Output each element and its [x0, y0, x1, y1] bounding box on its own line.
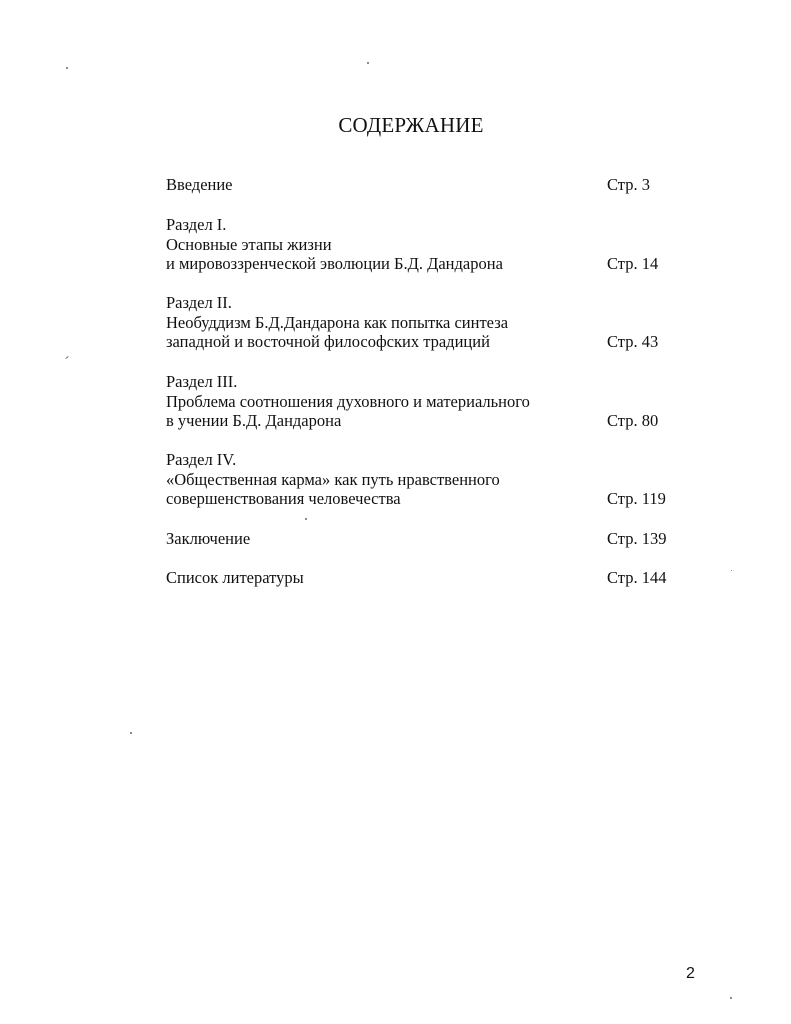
page-title: СОДЕРЖАНИЕ: [338, 113, 484, 137]
toc-item-page: Стр. 3: [607, 175, 650, 194]
toc-item-line: Основные этапы жизни: [166, 234, 332, 254]
toc-item-line: и мировоззренческой эволюции Б.Д. Дандарона: [166, 254, 503, 273]
toc-item-line: западной и восточной философских традиций: [166, 332, 490, 351]
toc-item-page: Стр. 119: [607, 489, 666, 508]
toc-item-line: Раздел II.: [166, 293, 232, 312]
toc-item-section-4: [166, 450, 676, 509]
toc-item-section-3: [166, 372, 676, 431]
scan-speck: [367, 62, 369, 64]
toc-item-section-2: [166, 293, 676, 352]
scan-speck: [65, 356, 69, 359]
toc-item-line: Необуддизм Б.Д.Дандарона как попытка синтеза: [166, 312, 509, 332]
page-number: 2: [686, 965, 695, 982]
toc-item-line: Раздел I.: [166, 215, 227, 234]
toc-item-conclusion: [166, 529, 676, 549]
scan-speck: [130, 732, 132, 734]
toc-item-line: совершенствования человечества: [166, 489, 401, 508]
toc-item-page: Стр. 43: [607, 332, 659, 351]
toc-item-page: Стр. 139: [607, 529, 667, 548]
toc-item-line: Раздел III.: [166, 372, 238, 391]
toc-item-bibliography: [166, 568, 676, 588]
toc-item-line: Раздел IV.: [166, 450, 237, 469]
toc-item-line: Список литературы: [166, 568, 304, 587]
scan-speck: [730, 997, 732, 999]
toc-item-page: Стр. 144: [607, 568, 667, 587]
scan-speck: [66, 67, 68, 69]
toc-item-page: Стр. 14: [607, 254, 659, 273]
toc-item-page: Стр. 80: [607, 411, 659, 430]
toc-item-line: Заключение: [166, 529, 251, 548]
toc-item-line: «Общественная карма» как путь нравственного: [166, 469, 500, 489]
toc-item-section-1: [166, 215, 676, 274]
scan-speck: [731, 570, 732, 571]
toc-item-introduction: [166, 175, 676, 195]
toc-item-line: Проблема соотношения духовного и материального: [166, 391, 530, 411]
toc-item-line: Введение: [166, 175, 233, 194]
toc-item-line: в учении Б.Д. Дандарона: [166, 411, 342, 430]
scan-speck: [305, 518, 307, 520]
